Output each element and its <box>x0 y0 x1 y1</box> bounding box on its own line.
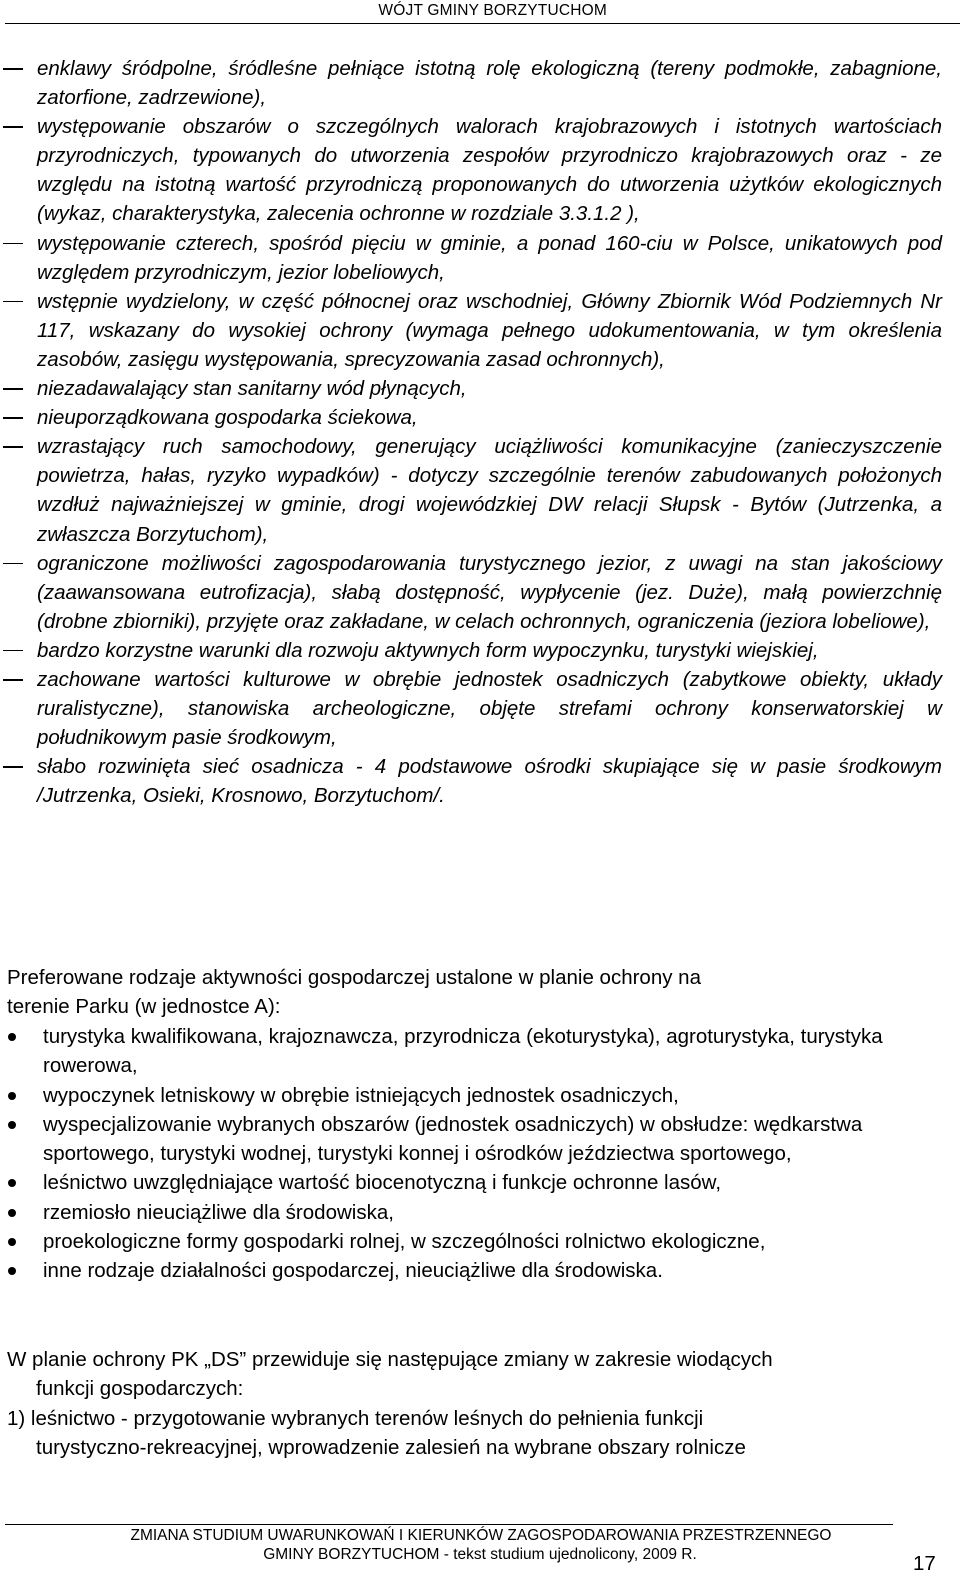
bullet-marker <box>8 1179 16 1187</box>
list-item <box>0 432 960 548</box>
dash-marker <box>3 388 23 390</box>
list-item-text: nieuporządkowana gospodarka ściekowa, <box>37 406 418 430</box>
dash-marker <box>3 650 23 652</box>
bullet-marker <box>8 1033 16 1041</box>
list-item <box>0 549 960 636</box>
list-item-text: słabo rozwinięta sieć osadnicza - 4 podstawowe ośrodki skupiające się w pasie środkowym /Jutrzenka, Osieki, Krosnowo, Borzytuchom/. <box>37 755 942 808</box>
numbered-item <box>7 1404 942 1463</box>
dash-marker <box>3 68 23 70</box>
list-item-text: inne rodzaje działalności gospodarczej, nieuciążliwe dla środowiska. <box>43 1259 663 1283</box>
bullet-list <box>0 1022 960 1286</box>
list-item-text: proekologiczne formy gospodarki rolnej, w szczególności rolnictwo ekologiczne, <box>43 1230 766 1254</box>
list-item-text: wyspecjalizowanie wybranych obszarów (jednostek osadniczych) w obsłudze: wędkarstwa sportowego, turystyki wodnej, turystyki konnej i ośrodków jeździectwa sportowego, <box>43 1112 863 1166</box>
list-item <box>0 1022 960 1081</box>
dash-marker <box>3 301 23 303</box>
bullet-marker <box>8 1092 16 1100</box>
list-item <box>0 229 960 287</box>
bullet-marker <box>8 1209 16 1217</box>
list-item-text: wypoczynek letniskowy w obrębie istniejących jednostek osadniczych, <box>43 1083 679 1107</box>
list-item <box>0 1227 960 1256</box>
page-header: WÓJT GMINY BORZYTUCHOM <box>378 2 607 19</box>
list-item-text: enklawy śródpolne, śródleśne pełniące istotną rolę ekologiczną (tereny podmokłe, zabagnione, zatorfione, zadrzewione), <box>37 57 942 110</box>
list-item <box>0 1198 960 1227</box>
list-item <box>0 1110 960 1169</box>
list-item <box>0 636 960 665</box>
list-item-text: bardzo korzystne warunki dla rozwoju aktywnych form wypoczynku, turystyki wiejskiej, <box>37 638 819 662</box>
dash-list <box>0 54 960 810</box>
list-item-text: rzemiosło nieuciążliwe dla środowiska, <box>43 1200 394 1224</box>
dash-marker <box>3 446 23 448</box>
list-item-text: zachowane wartości kulturowe w obrębie jednostek osadniczych (zabytkowe obiekty, układy ruralistyczne), stanowiska archeologiczne, objęte strefami ochrony konserwatorskiej w południkowym pasie środkowym, <box>37 667 942 750</box>
list-item <box>0 112 960 228</box>
changes-paragraph-line: W planie ochrony PK „DS” przewiduje się następujące zmiany w zakresie wiodących <box>7 1348 773 1371</box>
dash-marker <box>3 679 23 681</box>
list-item-text: turystyka kwalifikowana, krajoznawcza, przyrodnicza (ekoturystyka), agroturystyka, turystyka rowerowa, <box>43 1025 883 1078</box>
list-item <box>0 374 960 403</box>
numbered-item-line: turystyczno-rekreacyjnej, wprowadzenie zalesień na wybrane obszary rolnicze <box>36 1436 746 1460</box>
bullet-marker <box>8 1267 16 1275</box>
list-item-text: leśnictwo uwzględniające wartość biocenotyczną i funkcje ochronne lasów, <box>43 1171 722 1195</box>
header-divider <box>5 23 960 24</box>
dash-marker <box>3 563 23 565</box>
list-item <box>0 287 960 374</box>
page-number: 17 <box>913 1552 936 1575</box>
bullet-marker <box>8 1238 16 1246</box>
footer-divider <box>5 1524 893 1525</box>
list-item <box>0 54 960 112</box>
intro-paragraph: Preferowane rodzaje aktywności gospodarczej ustalone w planie ochrony na terenie Parku (w jednostce A): <box>7 966 701 1019</box>
footer-line: GMINY BORZYTUCHOM - tekst studium ujednolicony, 2009 R. <box>263 1546 697 1563</box>
changes-paragraph <box>7 1345 942 1404</box>
footer-line: ZMIANA STUDIUM UWARUNKOWAŃ I KIERUNKÓW ZAGOSPODAROWANIA PRZESTRZENNEGO <box>130 1527 832 1544</box>
list-item-text: wstępnie wydzielony, w część północnej oraz wschodniej, Główny Zbiornik Wód Podziemnych Nr 117, wskazany do wysokiej ochrony (wymaga pełnego udokumentowania, w tym określenia zasobów, zasięgu występowania, sprecyzowania zasad ochronnych), <box>37 289 942 371</box>
numbered-item-line: 1) leśnictwo - przygotowanie wybranych terenów leśnych do pełnienia funkcji <box>7 1407 704 1430</box>
list-item-text: wzrastający ruch samochodowy, generujący uciążliwości komunikacyjne (zanieczyszczenie powietrza, hałas, ryzyko wypadków) - dotyczy szczególnie terenów zabudowanych położonych wzdłuż najważniejszej w gminie, drogi wojewódzkiej DW relacji Słupsk - Bytów (Jutrzenka, a zwłaszcza Borzytuchom), <box>37 435 942 546</box>
dash-marker <box>3 417 23 419</box>
changes-paragraph-line: funkcji gospodarczych: <box>36 1377 244 1401</box>
list-item-text: ograniczone możliwości zagospodarowania turystycznego jezior, z uwagi na stan jakościowy (zaawansowana eutrofizacja), słabą dostępność, wypłycenie (jez. Duże), małą powierzchnię (drobne zbiorniki), przyjęte oraz zakładane, w celach ochronnych, ograniczenia (jeziora lobeliowe), <box>37 551 942 633</box>
dash-marker <box>3 766 23 768</box>
list-item <box>0 752 960 810</box>
list-item-text: występowanie czterech, spośród pięciu w gminie, a ponad 160-ciu w Polsce, unikatowych pod względem przyrodniczym, jezior lobeliowych, <box>37 231 942 284</box>
list-item <box>0 1168 960 1197</box>
dash-marker <box>3 126 23 128</box>
dash-marker <box>3 243 23 245</box>
list-item-text: niezadawalający stan sanitarny wód płynących, <box>37 377 467 401</box>
bullet-marker <box>8 1121 16 1129</box>
list-item <box>0 665 960 752</box>
list-item <box>0 1256 960 1285</box>
list-item <box>0 1081 960 1110</box>
list-item-text: występowanie obszarów o szczególnych walorach krajobrazowych i istotnych wartościach przyrodniczych, typowanych do utworzenia zespołów przyrodniczo krajobrazowych oraz - ze względu na istotną wartość przyrodniczą proponowanych do utworzenia użytków ekologicznych (wykaz, charakterystyka, zalecenia ochronne w rozdziale 3.3.1.2 ), <box>37 115 942 226</box>
page-footer <box>0 1526 960 1564</box>
list-item <box>0 403 960 432</box>
